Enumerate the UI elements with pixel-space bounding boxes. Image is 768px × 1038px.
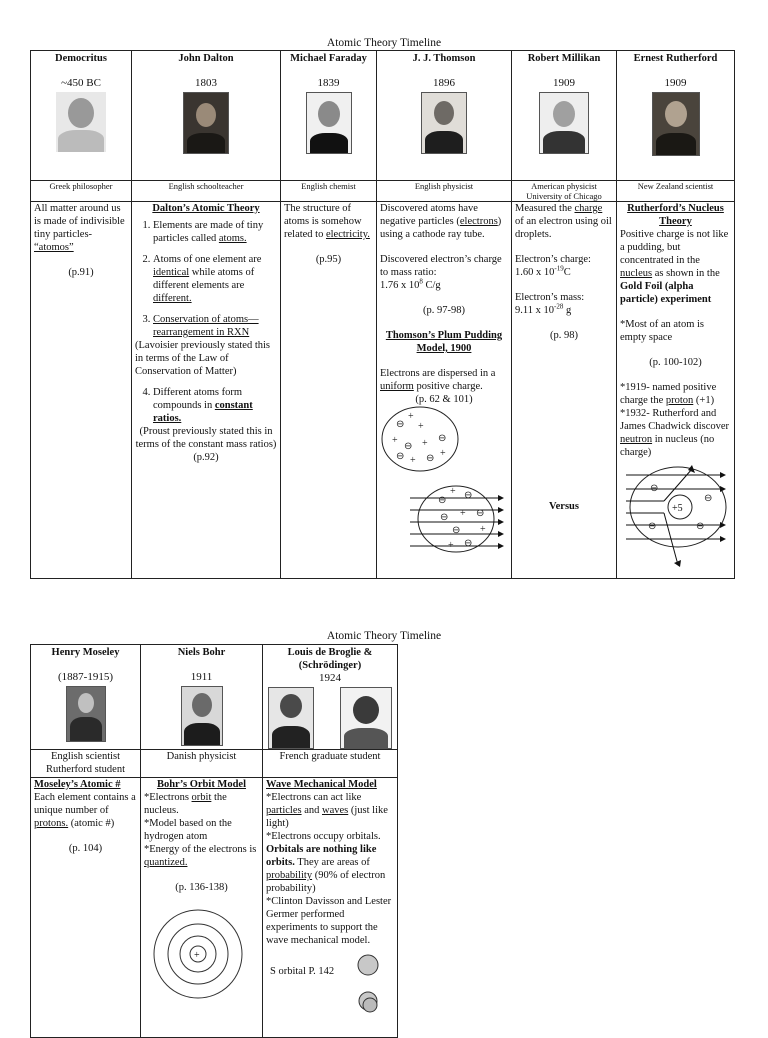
scientist-faraday	[281, 51, 377, 181]
scientist-democritus	[31, 51, 132, 181]
electricity-term: electricity.	[325, 229, 370, 240]
scientist-moseley	[31, 645, 141, 750]
scientist-year: 1896	[433, 77, 455, 89]
scientist-year: 1803	[195, 77, 217, 89]
svg-text:+: +	[460, 508, 466, 519]
s-orbital-diagram	[348, 953, 388, 1013]
postulate-1: 1. Elements are made of tiny particles called atoms.	[153, 219, 277, 245]
page-ref: (p. 136-138)	[175, 882, 228, 893]
description-row	[31, 181, 735, 202]
content-millikan: Measured the charge of an electron using oil droplets. Electron’s charge: 1.60 x $10^{-19}C$ Electron’s mass: 9.11 x $10^{-28}$ g (p. 98) Versus	[512, 202, 617, 579]
scientist-name: Niels Bohr	[177, 647, 226, 658]
scientist-year: 1909	[664, 77, 687, 89]
postulate-4: 4. Different atoms form compounds in constant ratios.	[153, 386, 277, 425]
content-row	[31, 778, 398, 1038]
desc-faraday: English chemist	[281, 181, 377, 202]
empty-space-text: *Most of an atom is empty space	[620, 319, 704, 343]
schrodinger-portrait-image	[340, 687, 392, 749]
hydrogen-text: *Model based on the hydrogen atom	[144, 818, 232, 842]
page-ref: (p. 98)	[550, 330, 578, 341]
postulate-3: 3. Conservation of atoms—rearrangement in RXN	[153, 313, 277, 339]
svg-text:⊖: ⊖	[696, 521, 705, 532]
scientist-bohr	[141, 645, 263, 750]
svg-text:⊖: ⊖	[438, 495, 447, 506]
scientist-name: John Dalton	[178, 53, 234, 64]
charge-value: 1.60 x $10^{-19}C$	[515, 264, 571, 278]
svg-text:⊖: ⊖	[648, 521, 657, 532]
page-ref: (p. 104)	[68, 843, 103, 854]
moseley-heading: Moseley’s Atomic #	[34, 779, 121, 790]
bohr-heading: Bohr’s Orbit Model	[156, 779, 247, 790]
svg-text:+: +	[480, 524, 486, 535]
scientist-de-broglie	[263, 645, 398, 750]
postulate-2: 2. Atoms of one element are identical while atoms of different elements are different.	[153, 253, 277, 305]
scientist-year: 1839	[317, 77, 340, 89]
svg-text:+: +	[194, 950, 200, 961]
timeline-table-1	[30, 50, 735, 579]
scientist-year: (1887-1915)	[58, 671, 113, 683]
svg-text:+: +	[450, 486, 456, 497]
content-dalton	[132, 202, 281, 579]
page-ref: (p.91)	[68, 267, 94, 278]
scientist-name: Louis de Broglie & (Schrödinger)	[287, 647, 373, 671]
proust-note: (Proust previously stated this in terms of the constant mass ratios) (p.92)	[135, 426, 277, 463]
de-broglie-portrait-image	[268, 687, 314, 749]
bohr-portrait-image	[181, 686, 223, 746]
ratio-value: 1.76 x $10^8$ C/g	[380, 277, 441, 291]
page-ref: (p. 100-102)	[649, 357, 702, 368]
atomos-term: “atomos”	[34, 242, 74, 253]
desc-bohr: Danish physicist	[141, 750, 263, 778]
content-moseley: Moseley’s Atomic # Each element contains a unique number of protons. (atomic #) (p. 104)	[31, 778, 141, 1038]
mass-label: Electron’s mass:	[515, 292, 585, 303]
page-ref: (p.95)	[315, 254, 342, 265]
faraday-portrait-image	[306, 92, 352, 154]
democritus-bust-image	[56, 92, 106, 152]
content-bohr: Bohr’s Orbit Model *Electrons orbit the nucleus. *Model based on the hydrogen atom *Energy of the electrons is quantized. (p. 136-138) +	[141, 778, 263, 1038]
versus-label: Versus	[549, 501, 579, 512]
bohr-orbit-diagram	[144, 904, 256, 1004]
plum-pudding-heading: Thomson’s Plum Pudding Model, 1900	[385, 330, 503, 354]
content-wave: Wave Mechanical Model *Electrons can act like particles and waves (just like light) *Electrons occupy orbitals. Orbitals are nothing like orbits. They are areas of probability (90% of electron probability) *Clinton Davisson and Lester Germer performed experiments to support the wave mechanical model. S orbital P. 142	[263, 778, 398, 1038]
header-row	[31, 51, 735, 181]
scientist-name: Ernest Rutherford	[633, 53, 718, 64]
dalton-portrait-image	[183, 92, 229, 154]
content-faraday	[281, 202, 377, 579]
scientist-year: 1909	[553, 77, 575, 89]
desc-de-broglie: French graduate student	[263, 750, 398, 778]
svg-text:+: +	[440, 448, 446, 459]
svg-text:⊖: ⊖	[452, 525, 461, 536]
scientist-name: Henry Moseley	[51, 647, 120, 658]
svg-text:+: +	[448, 540, 454, 551]
dalton-heading: Dalton’s Atomic Theory	[152, 203, 260, 214]
scientist-dalton	[132, 51, 281, 181]
scientist-name: Democritus	[55, 53, 107, 64]
svg-text:+: +	[410, 455, 416, 466]
desc-moseley: English scientist Rutherford student	[31, 750, 141, 778]
svg-text:⊖: ⊖	[464, 490, 473, 501]
svg-text:⊖: ⊖	[440, 512, 449, 523]
dalton-postulates	[135, 219, 277, 339]
davisson-text: *Clinton Davisson and Lester Germer performed experiments to support the wave mechanical model.	[266, 896, 392, 946]
content-thomson: Discovered atoms have negative particles (electrons) using a cathode ray tube. Discovered electron’s charge to mass ratio: 1.76 x $10^8$ C/g (p. 97-98) Thomson’s Plum Pudding Model, 1900 Electrons are dispersed in a uniform positive charge. (p. 62 & 101) + ⊖ + + + ⊖ ⊖ + ⊖ + ⊖ + ⊖ ⊖ + ⊖ ⊖ + ⊖ ⊖ +	[377, 202, 512, 579]
svg-text:⊖: ⊖	[704, 493, 713, 504]
svg-text:⊖: ⊖	[426, 453, 435, 464]
page-ref: (p. 62 & 101)	[415, 394, 473, 405]
gold-foil-diagram	[620, 465, 730, 567]
desc-dalton: English schoolteacher	[132, 181, 281, 202]
moseley-portrait-image	[66, 686, 106, 742]
scientist-name: J. J. Thomson	[412, 53, 476, 64]
svg-text:+: +	[418, 421, 424, 432]
scientist-millikan	[512, 51, 617, 181]
svg-text:⊖: ⊖	[404, 441, 413, 452]
svg-text:⊖: ⊖	[396, 419, 405, 430]
scientist-name: Michael Faraday	[290, 53, 367, 64]
mass-value: 9.11 x $10^{-28}$ g	[515, 302, 572, 316]
svg-text:⊖: ⊖	[438, 433, 447, 444]
desc-democritus: Greek philosopher	[31, 181, 132, 202]
content-rutherford: Rutherford’s Nucleus Theory Positive charge is not like a pudding, but concentrated in the nucleus as shown in the Gold Foil (alpha particle) experiment *Most of an atom is empty space (p. 100-102) *1919- named positive charge the proton (+1) *1932- Rutherford and James Chadwick discover neutron in nucleus (no charge) +5 ⊖ ⊖ ⊖ ⊖	[617, 202, 735, 579]
page-ref: (p. 97-98)	[423, 305, 465, 316]
wave-heading: Wave Mechanical Model	[266, 779, 377, 790]
scientist-thomson	[377, 51, 512, 181]
dalton-postulates-cont	[135, 386, 277, 425]
charge-label: Electron’s charge:	[515, 254, 591, 265]
scientist-name: Robert Millikan	[527, 53, 601, 64]
scientist-year: ~450 BC	[61, 77, 101, 89]
s-orbital-label: S orbital P. 142	[270, 966, 335, 977]
page1-title: Atomic Theory Timeline	[326, 37, 442, 49]
svg-text:+: +	[422, 438, 428, 449]
desc-millikan: American physicist University of Chicago	[512, 181, 617, 202]
lavoisier-note: (Lavoisier previously stated this in terms of the Law of Conservation of Matter)	[135, 340, 271, 377]
content-row	[31, 202, 735, 579]
svg-text:⊖: ⊖	[476, 508, 485, 519]
header-row	[31, 645, 398, 750]
svg-text:⊖: ⊖	[464, 538, 473, 549]
timeline-table-2	[30, 644, 398, 1038]
scientist-year: 1911	[190, 671, 213, 683]
svg-text:+: +	[392, 435, 398, 446]
millikan-portrait-image	[539, 92, 589, 154]
thomson-portrait-image	[421, 92, 467, 154]
description-row	[31, 750, 398, 778]
rutherford-heading: Rutherford’s Nucleus Theory	[627, 203, 724, 227]
svg-text:⊖: ⊖	[650, 483, 659, 494]
page2-title: Atomic Theory Timeline	[326, 630, 442, 642]
faraday-text: The structure of atoms is somehow related to	[284, 203, 362, 240]
desc-rutherford: New Zealand scientist	[617, 181, 735, 202]
desc-thomson: English physicist	[377, 181, 512, 202]
democritus-text: All matter around us is made of indivisible tiny particles-	[34, 203, 125, 240]
plum-pudding-diagram	[380, 406, 508, 556]
content-democritus	[31, 202, 132, 579]
svg-text:+: +	[408, 411, 414, 422]
nucleus-label: +5	[672, 503, 683, 514]
ratio-text: Discovered electron’s charge to mass ratio:	[380, 254, 502, 278]
scientist-rutherford	[617, 51, 735, 181]
rutherford-portrait-image	[652, 92, 700, 156]
svg-text:⊖: ⊖	[396, 451, 405, 462]
scientist-year: 1924	[319, 672, 341, 684]
